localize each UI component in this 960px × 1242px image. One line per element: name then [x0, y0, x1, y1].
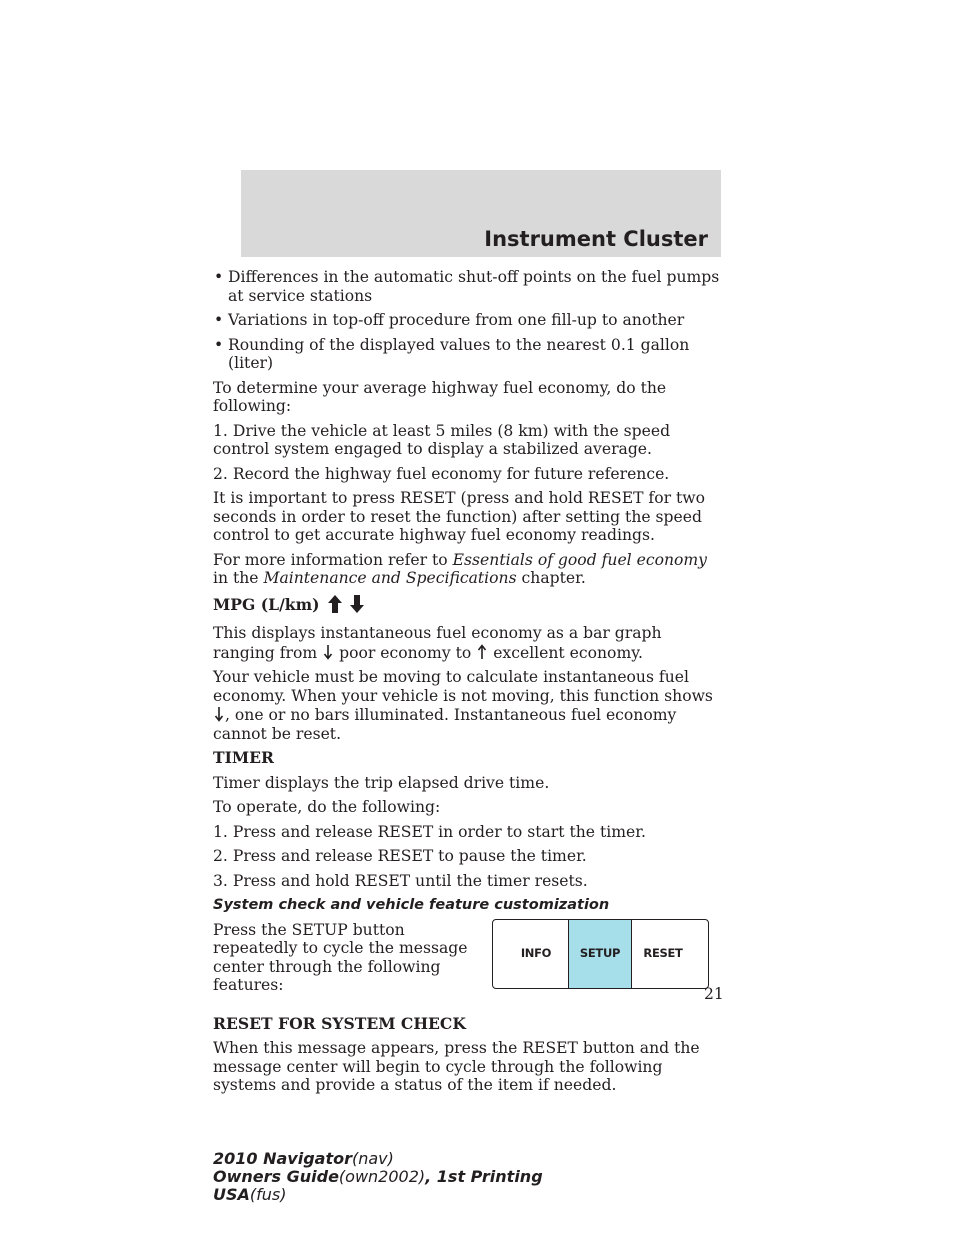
arrow-up-icon — [328, 595, 342, 613]
bullet-icon: • — [214, 311, 224, 329]
reference-maintenance: Maintenance and Specifications — [263, 569, 517, 587]
timer-operate: To operate, do the following: — [213, 798, 441, 816]
bullet-icon: • — [214, 335, 224, 354]
list-item: • Variations in top-off procedure from one fill-up to another — [214, 311, 685, 329]
footer — [213, 1150, 543, 1204]
footer-line-1: 2010 Navigator(nav) — [213, 1149, 394, 1168]
reset-note: It is important to press RESET (press and hold RESET for two seconds in order to reset the function) after setting the speed control to get accurate highway fuel economy readings. — [213, 489, 706, 544]
mpg-arrow-icons — [325, 594, 369, 614]
mpg-icons — [325, 594, 369, 619]
mpg-heading: MPG (L/km) — [213, 594, 723, 619]
timer-description: Timer displays the trip elapsed drive time. — [213, 773, 550, 792]
system-check-heading: System check and vehicle feature customization — [213, 897, 610, 913]
page-content — [213, 268, 723, 1101]
timer-step-3: 3. Press and hold RESET until the timer resets. — [213, 871, 588, 890]
down-arrow-icon — [213, 705, 225, 723]
message-center-controls — [492, 919, 709, 989]
timer-heading: TIMER — [213, 748, 275, 767]
up-arrow-icon — [476, 643, 488, 661]
timer-step-2: 2. Press and release RESET to pause the timer. — [213, 847, 587, 865]
reset-button[interactable]: RESET — [643, 946, 683, 961]
info-button[interactable]: INFO — [520, 946, 552, 961]
setup-button[interactable]: SETUP — [568, 920, 632, 988]
reference-essentials: Essentials of good fuel economy — [452, 550, 707, 569]
intro-text: To determine your average highway fuel economy, do the following: — [213, 378, 667, 415]
arrow-down-icon — [350, 595, 364, 613]
down-arrow-icon — [322, 643, 334, 661]
list-item: • Differences in the automatic shut-off points on the fuel pumps at service stations — [214, 268, 720, 305]
reset-system-check-heading: RESET FOR SYSTEM CHECK — [213, 1013, 466, 1033]
footer-line-3: USA(fus) — [213, 1185, 287, 1204]
step-1: 1. Drive the vehicle at least 5 miles (8 km) with the speed control system engaged to display a stabilized average. — [213, 421, 671, 458]
footer-line-2: Owners Guide(own2002), 1st Printing — [213, 1167, 543, 1186]
step-2: 2. Record the highway fuel economy for future reference. — [213, 464, 670, 483]
list-item: • Rounding of the displayed values to the nearest 0.1 gallon (liter) — [214, 335, 690, 372]
header-band — [241, 170, 721, 257]
bullet-icon: • — [214, 268, 224, 286]
page-number: 21 — [704, 985, 724, 1003]
setup-section — [213, 921, 723, 995]
more-info: For more information refer to Essentials of good fuel economy in the Maintenance and Specifications chapter. — [213, 550, 707, 587]
section-title: Instrument Cluster — [484, 227, 708, 251]
mpg-moving-note: Your vehicle must be moving to calculate instantaneous fuel economy. When your vehicle is not moving, this function shows , one or no bars illuminated. Instantaneous fuel economy cannot be reset. — [213, 668, 713, 743]
setup-description: Press the SETUP button repeatedly to cycle the message center through the following features: — [213, 920, 468, 994]
reset-system-check-description: When this message appears, press the RESET button and the message center will begin to cycle through the following systems and provide a status of the item if needed. — [213, 1039, 700, 1094]
timer-step-1: 1. Press and release RESET in order to start the timer. — [213, 822, 646, 841]
mpg-description: This displays instantaneous fuel economy as a bar graph ranging from poor economy to excellent economy. — [213, 624, 662, 662]
